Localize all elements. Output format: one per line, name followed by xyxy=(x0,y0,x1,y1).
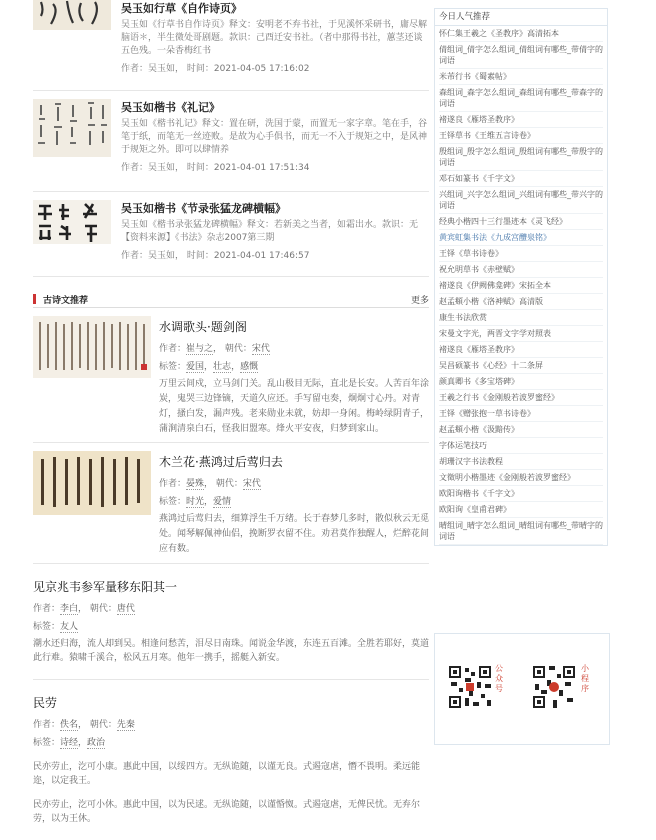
popular-item[interactable]: 赵孟頫小楷《洛神赋》高清版 xyxy=(439,294,603,310)
qr-panel xyxy=(434,633,610,745)
author-label: 作者： xyxy=(33,720,61,730)
calligraphy-title[interactable]: 吴玉如行草《自作诗页》 xyxy=(121,2,242,15)
popular-item[interactable]: 王羲之行书《金刚般若波罗蜜经》 xyxy=(439,390,603,406)
poem-calligraphy-image xyxy=(33,316,151,378)
calligraphy-thumbnail[interactable] xyxy=(33,99,111,157)
section-marker xyxy=(33,294,36,304)
popular-list xyxy=(435,26,607,545)
tag-link[interactable]: 壮志 xyxy=(213,362,232,372)
popular-item[interactable]: 吴昌硕篆书《心经》十二条屏 xyxy=(439,358,603,374)
popular-item[interactable]: 王铎草书《王维五言诗卷》 xyxy=(439,128,603,144)
calligraphy-meta: 作者：吴玉如， 时间：2021-04-05 17:16:02 xyxy=(121,64,310,74)
calligraphy-item[interactable] xyxy=(33,192,429,277)
calligraphy-image xyxy=(33,200,111,244)
tags-label: 标签： xyxy=(33,738,61,748)
popular-item[interactable]: 字体运笔技巧 xyxy=(439,438,603,454)
tag-link[interactable]: 爱情 xyxy=(213,497,232,507)
tag-link[interactable]: 感慨 xyxy=(240,362,259,372)
author-link[interactable]: 李白 xyxy=(60,604,79,614)
poem-text: 民亦劳止，汔可小康。惠此中国，以绥四方。无纵诡随，以谨无良。式遏寇虐，憯不畏明。柔远能迩，以定我王。 xyxy=(33,762,421,786)
popular-item[interactable]: 邓石如篆书《千字文》 xyxy=(439,171,603,187)
popular-item[interactable]: 褚遂良《雁塔圣教序》 xyxy=(439,112,603,128)
dynasty-link[interactable]: 唐代 xyxy=(116,604,135,614)
dynasty-link[interactable]: 宋代 xyxy=(242,479,261,489)
poem-card xyxy=(33,443,429,564)
poem-tags-line xyxy=(33,619,429,632)
author-label: 作者： xyxy=(33,604,61,614)
poem-calligraphy-image xyxy=(33,451,151,515)
popular-item[interactable]: 米芾行书《蜀素帖》 xyxy=(439,69,603,85)
sidebar xyxy=(434,8,608,693)
poem-text: 燕鸿过后莺归去，细算浮生千万绪。长于春梦几多时，散似秋云无觅处。闻琴解佩神仙侣，挽断罗衣留不住。劝君莫作独醒人，烂醉花间应有数。 xyxy=(159,514,430,554)
popular-item[interactable]: 宋曼文字光，两晋文字学对照表 xyxy=(439,326,603,342)
popular-item[interactable]: 文徵明小楷墨迹《金刚般若波罗蜜经》 xyxy=(439,470,603,486)
poem-title[interactable]: 见京兆韦参军量移东阳其一 xyxy=(33,580,178,594)
author-label: 作者： xyxy=(159,479,187,489)
poem-tags-line: 标签：时光，爱情 xyxy=(159,497,232,507)
popular-item[interactable]: 欧阳询楷书《千字文》 xyxy=(439,486,603,502)
calligraphy-thumbnail[interactable] xyxy=(33,0,111,30)
section-header xyxy=(33,291,429,308)
calligraphy-image xyxy=(33,99,111,157)
poem-author-line: 作者：佚名， 朝代：先秦 xyxy=(33,720,135,730)
tag-link[interactable]: 时光 xyxy=(186,497,205,507)
popular-item[interactable]: 王铎《赠张抱一草书诗卷》 xyxy=(439,406,603,422)
poem-text: 万里云间戍，立马剑门关。乱山极目无际，直北是长安。人苦百年涂炭，鬼哭三边锋镝，天道久应还。手写留屯奏，炯炯寸心丹。对青灯，搔白发，漏声残。老来勋业未就，妨却一身闲。梅岭绿阴青子，蒲涧清泉白石，怪我旧盟寒。烽火平安夜，归梦到家山。 xyxy=(159,379,430,434)
calligraphy-meta: 作者：吴玉如， 时间：2021-04-01 17:46:57 xyxy=(121,251,310,261)
poem-title[interactable]: 民劳 xyxy=(33,696,58,710)
poem-text: 潮水还归海，流人却到吴。相逢问愁苦，泪尽日南珠。闻说金华渡，东连五百滩。全胜若耶好，莫道此行难。猿啸千溪合，松风五月寒。他年一携手，摇艇入新安。 xyxy=(33,639,430,663)
author-link[interactable]: 晏殊 xyxy=(186,479,205,489)
poem-author-line: 作者：李白， 朝代：唐代 xyxy=(33,604,135,614)
poem-image[interactable] xyxy=(33,451,151,515)
tags-label: 标签： xyxy=(159,362,187,372)
author-link[interactable]: 崔与之 xyxy=(186,344,214,354)
poem-author-line: 作者：崔与之， 朝代：宋代 xyxy=(159,344,270,354)
dynasty-label: 朝代： xyxy=(215,479,243,489)
calligraphy-description: 吴玉如《行草书自作诗页》释文：安明老不弃书社，于见溪怀采研书，庸尽解脑语＊，半生微处哥剧题。款识：己酉迁安书社。（者中那得书社，蕙茎还谈五色残。一朵香梅红书 xyxy=(121,20,428,56)
section-title: 古诗文推荐 xyxy=(43,296,89,306)
popular-item[interactable]: 祝允明草书《赤壁赋》 xyxy=(439,262,603,278)
popular-item[interactable]: 倩组词_倩字怎么组词_倩组词有哪些_带倩字的词语 xyxy=(439,42,603,69)
calligraphy-item[interactable] xyxy=(33,0,429,91)
qr-code-image xyxy=(531,664,577,710)
calligraphy-title[interactable]: 吴玉如楷书《礼记》 xyxy=(121,101,220,114)
popular-item[interactable]: 兴组词_兴字怎么组词_兴组词有哪些_带兴字的词语 xyxy=(439,187,603,214)
dynasty-label: 朝代： xyxy=(224,344,252,354)
popular-item[interactable]: 黄宾虹集书法《九成宫醴泉铭》 xyxy=(439,230,603,246)
calligraphy-meta: 作者：吴玉如， 时间：2021-04-01 17:51:34 xyxy=(121,163,310,173)
popular-item[interactable]: 褚遂良《雁塔圣教序》 xyxy=(439,342,603,358)
calligraphy-title[interactable]: 吴玉如楷书《节录张猛龙碑横幅》 xyxy=(121,202,286,215)
tag-link[interactable]: 爱国 xyxy=(186,362,205,372)
poem-tags-line: 标签：爱国，壮志，感慨 xyxy=(159,362,259,372)
popular-item[interactable]: 晴组词_晴字怎么组词_晴组词有哪些_带晴字的词语 xyxy=(439,518,603,545)
poem-tags-line: 标签：诗经，政治 xyxy=(33,738,106,748)
popular-item[interactable]: 殷组词_殷字怎么组词_殷组词有哪些_带殷字的词语 xyxy=(439,144,603,171)
dynasty-link[interactable]: 宋代 xyxy=(251,344,270,354)
tags-label: 标签： xyxy=(33,622,61,632)
author-label: 作者： xyxy=(159,344,187,354)
qr-label-official: 公众号 xyxy=(495,664,503,693)
popular-item[interactable]: 经典小楷四十三行墨迹本《灵飞经》 xyxy=(439,214,603,230)
calligraphy-item[interactable] xyxy=(33,91,429,192)
popular-item[interactable]: 颜真卿书《多宝塔碑》 xyxy=(439,374,603,390)
poem-title[interactable]: 木兰花·燕鸿过后莺归去 xyxy=(159,455,283,469)
dynasty-link[interactable]: 先秦 xyxy=(116,720,135,730)
tag-link[interactable]: 政治 xyxy=(87,738,106,748)
popular-item[interactable]: 森组词_森字怎么组词_森组词有哪些_带森字的词语 xyxy=(439,85,603,112)
qr-code xyxy=(447,664,493,710)
calligraphy-description: 吴玉如《楷书录张猛龙碑横幅》释文：若新美之当者，如霜出水。款识：无【资料来源】《书法》杂志2007第三期 xyxy=(121,220,419,243)
dynasty-label: 朝代： xyxy=(89,720,117,730)
popular-item[interactable]: 赵孟頫小楷《汲黯传》 xyxy=(439,422,603,438)
popular-title: 今日人气推荐 xyxy=(435,9,607,26)
author-link[interactable]: 佚名 xyxy=(60,720,79,730)
popular-item[interactable]: 欧阳询《皇甫君碑》 xyxy=(439,502,603,518)
qr-label-miniprogram: 小程序 xyxy=(581,664,589,693)
main-column xyxy=(33,0,429,840)
poem-author-line: 作者：晏殊， 朝代：宋代 xyxy=(159,479,261,489)
poem-text: 民亦劳止，汔可小休。惠此中国，以为民逑。无纵诡随，以谨惛怓。式遏寇虐，无俾民忧。无弃尔劳，以为王休。 xyxy=(33,800,421,824)
dynasty-label: 朝代： xyxy=(89,604,117,614)
qr-code xyxy=(531,664,577,710)
poem-entry xyxy=(33,564,429,680)
tag-link[interactable]: 诗经 xyxy=(60,738,79,748)
popular-item[interactable]: 王铎《草书诗卷》 xyxy=(439,246,603,262)
calligraphy-image xyxy=(33,0,111,30)
popular-item[interactable]: 胡珊汉字书法教程 xyxy=(439,454,603,470)
more-link[interactable]: 更多 xyxy=(410,296,429,306)
tags-label: 标签： xyxy=(159,497,187,507)
popular-item[interactable]: 康生书法欣赏 xyxy=(439,310,603,326)
poem-image[interactable] xyxy=(33,316,151,378)
poem-card xyxy=(33,308,429,443)
tag-link[interactable]: 友人 xyxy=(60,622,79,632)
calligraphy-description: 吴玉如《楷书礼记》释文：置在研，洗国于蒙，而置无一家字章。笔在手，谷笔于纸，而笔无一丝迹败。是故为心手俱书，而无一不入于规矩之中，是风神于规矩之外。即可以肆情养 xyxy=(121,119,428,155)
popular-box xyxy=(434,8,608,546)
poem-entry xyxy=(33,680,429,840)
qr-code-image xyxy=(447,664,493,710)
popular-item[interactable]: 褚遂良《伊阙佛龛碑》宋拓全本 xyxy=(439,278,603,294)
calligraphy-thumbnail[interactable] xyxy=(33,200,111,244)
popular-item[interactable]: 怀仁集王羲之《圣教序》高清拓本 xyxy=(439,26,603,42)
poem-title[interactable]: 水调歌头·题剑阁 xyxy=(159,320,247,334)
